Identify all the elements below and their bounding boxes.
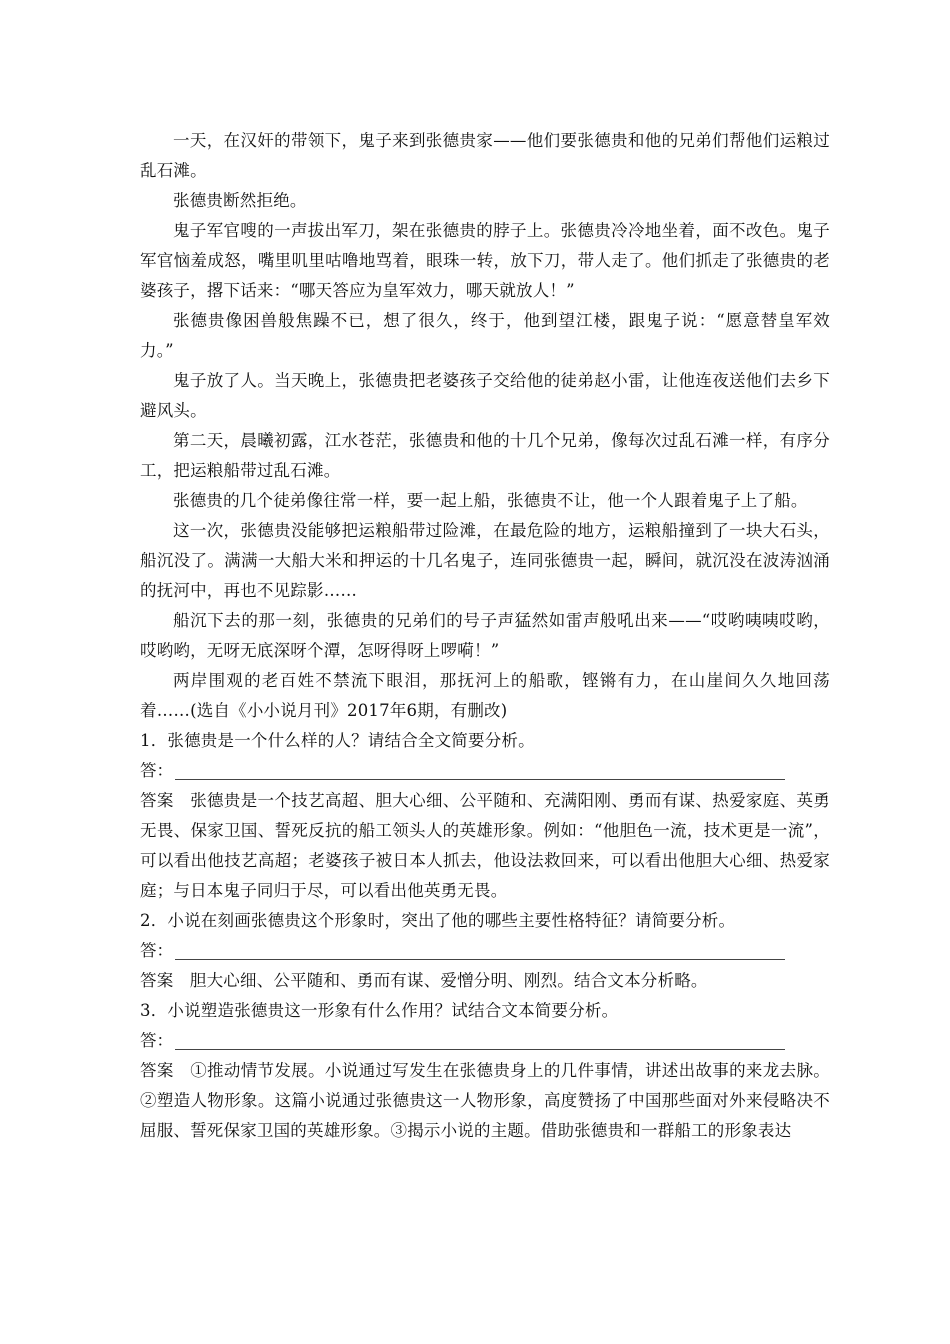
answer-blank[interactable] (175, 759, 785, 780)
story-paragraph: 张德贵的几个徒弟像往常一样，要一起上船，张德贵不让，他一个人跟着鬼子上了船。 (173, 491, 808, 510)
answer-label: 答： (140, 761, 173, 780)
question-3: 3．小说塑造张德贵这一形象有什么作用？试结合文本简要分析。 (140, 1001, 619, 1020)
answer-tag: 答案 (140, 1061, 174, 1080)
story-paragraph: 鬼子放了人。当天晚上，张德贵把老婆孩子交给他的徒弟赵小雷，让他连夜送他们去乡下避风头。 (140, 371, 830, 420)
answer-3 (140, 1056, 830, 1146)
answer-label: 答： (140, 941, 173, 960)
story-paragraph: 一天，在汉奸的带领下，鬼子来到张德贵家——他们要张德贵和他的兄弟们帮他们运粮过乱石滩。 (140, 131, 830, 180)
answer-text: ①推动情节发展。小说通过写发生在张德贵身上的几件事情，讲述出故事的来龙去脉。②塑造人物形象。这篇小说通过张德贵这一人物形象，高度赞扬了中国那些面对外来侵略决不屈服、誓死保家卫国的英雄形象。③揭示小说的主题。借助张德贵和一群船工的形象表达 (140, 1061, 830, 1140)
story-paragraph: 两岸围观的老百姓不禁流下眼泪，那抚河上的船歌，铿锵有力，在山崖间久久地回荡着……(选自《小小说月刊》2017年6期，有删改) (140, 671, 830, 720)
story-paragraph: 第二天，晨曦初露，江水苍茫，张德贵和他的十几个兄弟，像每次过乱石滩一样，有序分工，把运粮船带过乱石滩。 (140, 431, 830, 480)
story-paragraph: 张德贵像困兽般焦躁不已，想了很久，终于，他到望江楼，跟鬼子说：“愿意替皇军效力。” (140, 311, 830, 360)
answer-line-3 (140, 1026, 830, 1056)
answer-label: 答： (140, 1031, 173, 1050)
story-paragraph: 鬼子军官嗖的一声拔出军刀，架在张德贵的脖子上。张德贵冷冷地坐着，面不改色。鬼子军官恼羞成怒，嘴里叽里咕噜地骂着，眼珠一转，放下刀，带人走了。他们抓走了张德贵的老婆孩子，撂下话来：“哪天答应为皇军效力，哪天就放人！” (140, 221, 830, 300)
answer-tag: 答案 (140, 971, 174, 990)
answer-1 (140, 786, 830, 906)
story-paragraph: 船沉下去的那一刻，张德贵的兄弟们的号子声猛然如雷声般吼出来——“哎哟咦咦哎哟，哎哟哟，无呀无底深呀个潭，怎呀得呀上啰嗬！” (140, 611, 830, 660)
answer-text: 张德贵是一个技艺高超、胆大心细、公平随和、充满阳刚、勇而有谋、热爱家庭、英勇无畏、保家卫国、誓死反抗的船工领头人的英雄形象。例如：“他胆色一流，技术更是一流”，可以看出他技艺高超；老婆孩子被日本人抓去，他设法救回来，可以看出他胆大心细、热爱家庭；与日本鬼子同归于尽，可以看出他英勇无畏。 (140, 791, 830, 900)
story-paragraph: 这一次，张德贵没能够把运粮船带过险滩，在最危险的地方，运粮船撞到了一块大石头，船沉没了。满满一大船大米和押运的十几名鬼子，连同张德贵一起，瞬间，就沉没在波涛汹涌的抚河中，再也不见踪影…… (140, 521, 830, 600)
answer-line-2 (140, 936, 830, 966)
question-1: 1．张德贵是一个什么样的人？请结合全文简要分析。 (140, 731, 535, 750)
answer-2 (140, 966, 830, 996)
story-paragraph: 张德贵断然拒绝。 (173, 191, 307, 210)
answer-tag: 答案 (140, 791, 174, 810)
answer-line-1 (140, 756, 830, 786)
answer-blank[interactable] (175, 1029, 785, 1050)
answer-blank[interactable] (175, 939, 785, 960)
document-page (140, 126, 830, 1146)
answer-text: 胆大心细、公平随和、勇而有谋、爱憎分明、刚烈。结合文本分析略。 (189, 971, 708, 990)
question-2: 2．小说在刻画张德贵这个形象时，突出了他的哪些主要性格特征？请简要分析。 (140, 911, 736, 930)
